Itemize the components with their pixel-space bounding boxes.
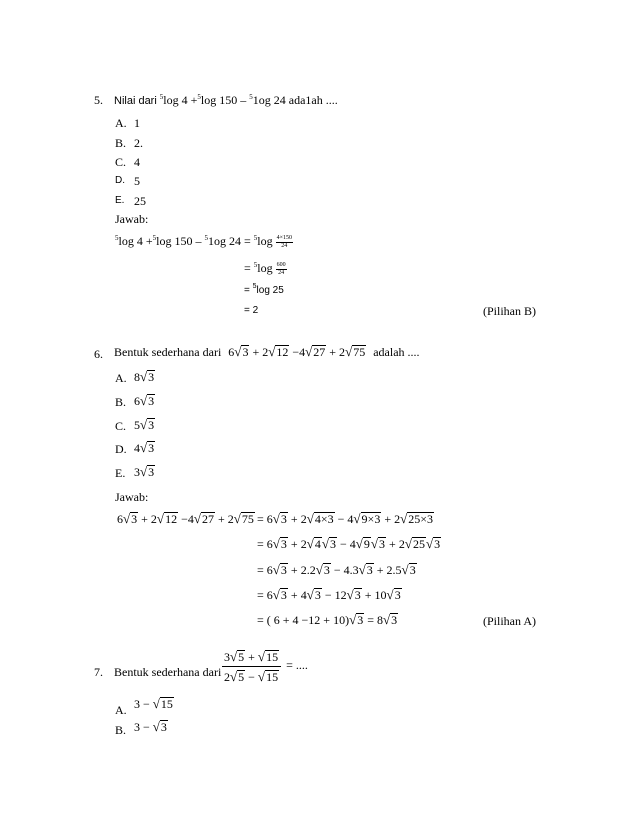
option-letter: E. bbox=[115, 195, 125, 206]
question-text: Bentuk sederhana dari bbox=[114, 665, 222, 679]
solution-line-1-left: 6√3 + 2√12 −4√27 + 2√75 bbox=[117, 511, 254, 526]
fraction-expression: $\frac{3√5 + √15}{2√5 - √15}$ = .... bbox=[224, 649, 308, 684]
option-value: 2. bbox=[134, 136, 143, 150]
solution-line-2: = $^5$log $\frac{600}{24}$ bbox=[244, 261, 286, 276]
answer-choice: (Pilihan B) bbox=[483, 304, 536, 318]
question-text: Bentuk sederhana dari 6√3 + 2√12 −4√27 + 2√75 adalah .... bbox=[114, 344, 420, 359]
question-number: 5. bbox=[94, 93, 103, 107]
option-value: 8√3 bbox=[134, 369, 155, 384]
option-letter: E. bbox=[115, 466, 126, 480]
solution-line-4: = 2 bbox=[244, 305, 259, 316]
option-value: 4√3 bbox=[134, 440, 155, 455]
solution-line-3: = 6√3 + 2.2√3 − 4.3√3 + 2.5√3 bbox=[257, 562, 416, 577]
option-letter: A. bbox=[115, 371, 127, 385]
option-value: 4 bbox=[134, 155, 140, 169]
option-letter: D. bbox=[115, 175, 125, 186]
option-letter: A. bbox=[115, 116, 127, 130]
question-number: 6. bbox=[94, 347, 103, 361]
solution-line-3: = $^5$log 25 bbox=[244, 283, 284, 296]
option-letter: D. bbox=[115, 442, 127, 456]
option-value: 6√3 bbox=[134, 393, 155, 408]
option-letter: B. bbox=[115, 723, 127, 737]
option-value: 1 bbox=[134, 116, 140, 130]
solution-line-5: = ( 6 + 4 −12 + 10)√3 = 8√3 bbox=[257, 612, 398, 627]
solution-line-2: = 6√3 + 2√4√3 − 4√9√3 + 2√25√3 bbox=[257, 536, 441, 551]
solution-line-4: = 6√3 + 4√3 − 12√3 + 10√3 bbox=[257, 587, 401, 602]
option-value: 25 bbox=[134, 194, 146, 208]
option-letter: C. bbox=[115, 419, 127, 433]
answer-label: Jawab: bbox=[115, 212, 149, 226]
option-letter: B. bbox=[115, 136, 127, 150]
question-number: 7. bbox=[94, 665, 103, 679]
option-value: 3√3 bbox=[134, 464, 155, 479]
option-value: 3 − √15 bbox=[134, 696, 173, 711]
option-letter: B. bbox=[115, 395, 127, 409]
answer-choice: (Pilihan A) bbox=[483, 614, 536, 628]
option-letter: C. bbox=[115, 155, 127, 169]
option-value: 5 bbox=[134, 174, 140, 188]
solution-line-1-right: = 6√3 + 2√4×3 − 4√9×3 + 2√25×3 bbox=[257, 511, 434, 526]
question-text: Nilai dari $^5$log 4 +$^5$log 150 – $^5$1og 24 ada1ah .... bbox=[114, 93, 338, 107]
option-letter: A. bbox=[115, 703, 127, 717]
answer-label: Jawab: bbox=[115, 490, 149, 504]
solution-line-1: $^5$log 4 +$^5$log 150 – $^5$1og 24 = $^5$log $\frac{4\times 150}{24}$ bbox=[115, 234, 292, 249]
option-value: 3 − √3 bbox=[134, 719, 167, 734]
option-value: 5√3 bbox=[134, 417, 155, 432]
